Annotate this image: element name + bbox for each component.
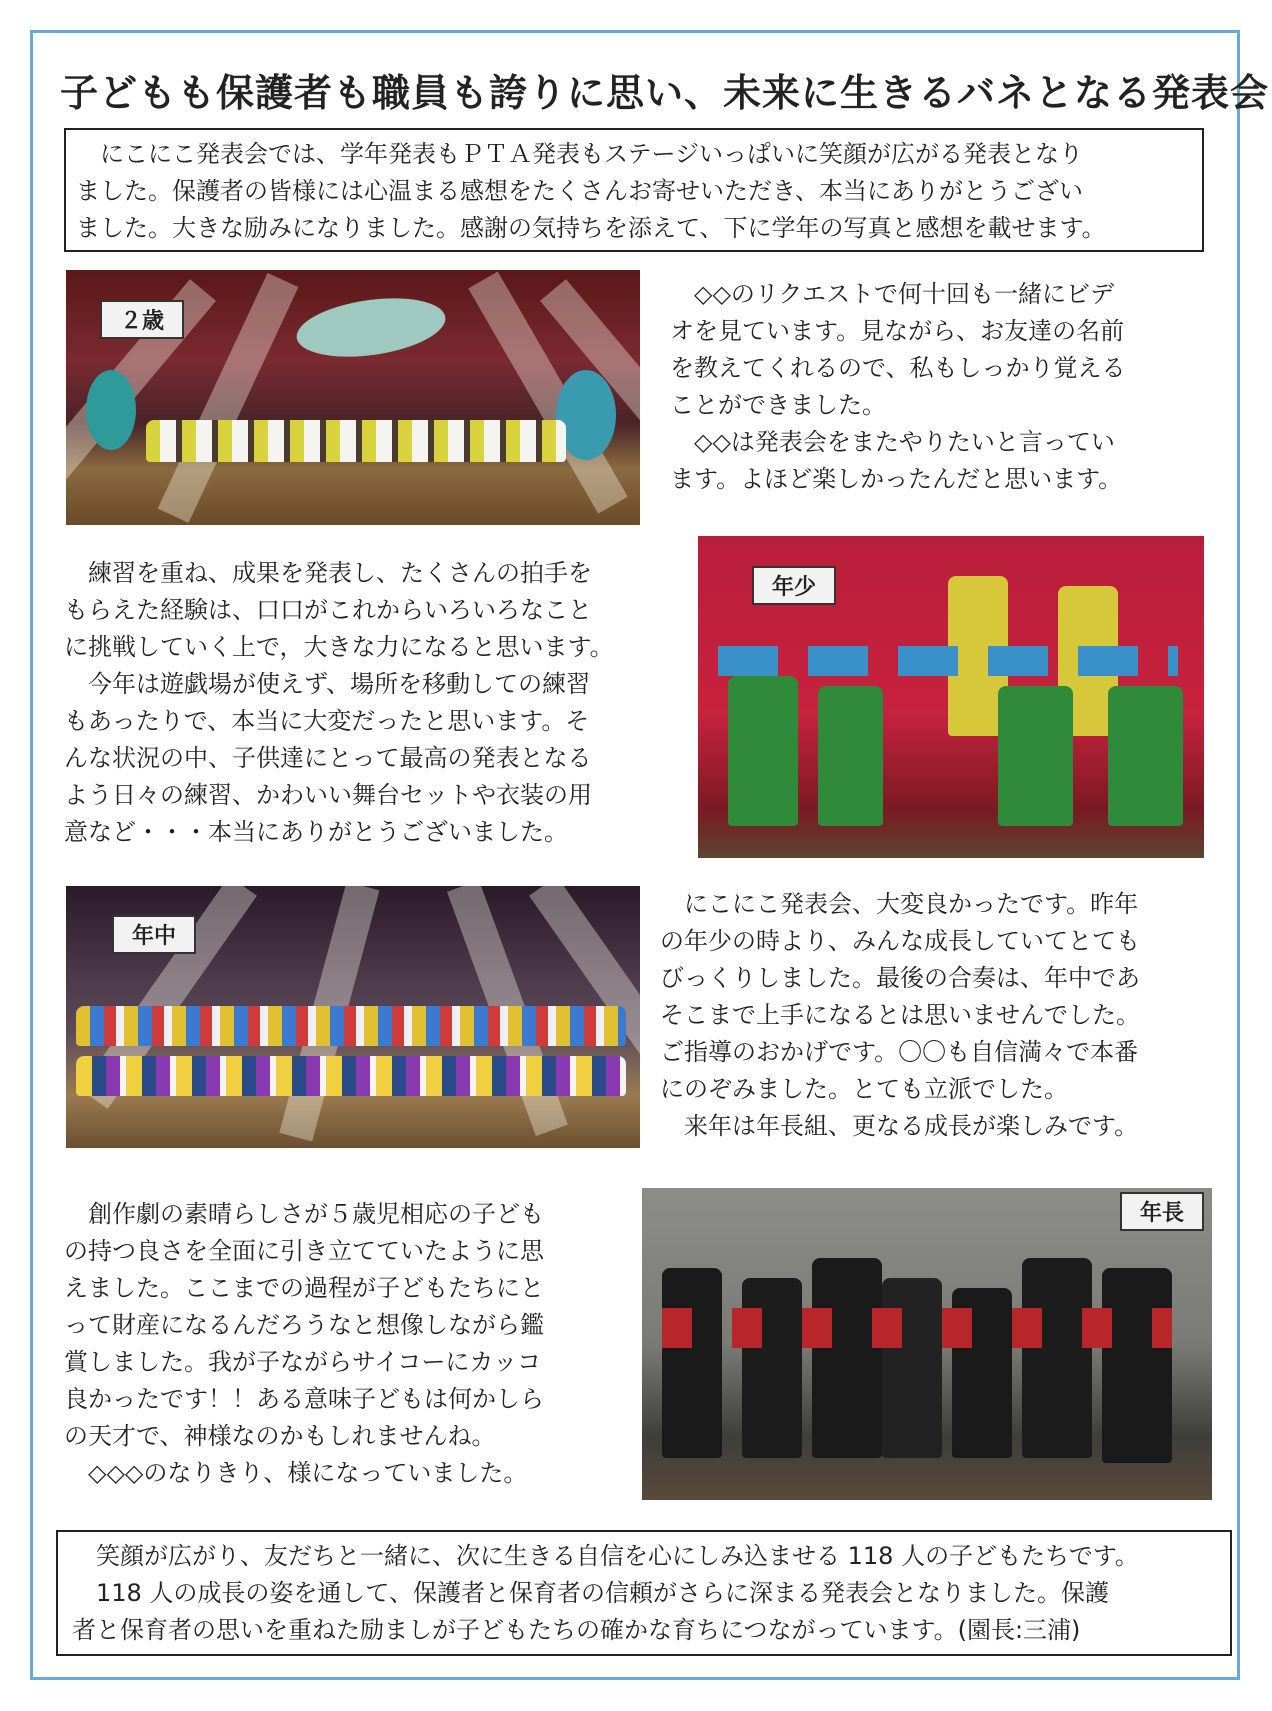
comment-line: 来年は年長組、更なる成長が楽しみです。 [660, 1112, 1139, 1140]
comment-line: にのぞみました。とても立派でした。 [660, 1075, 1068, 1103]
comment-line: って財産になるんだろうなと想像しながら鑑 [64, 1311, 544, 1339]
intro-line: ました。大きな励みになりました。感謝の気持ちを添えて、下に学年の写真と感想を載せます。 [76, 214, 1106, 242]
comment-line: ご指導のおかげです。〇〇も自信満々で本番 [660, 1038, 1139, 1066]
comment-line: えました。ここまでの過程が子どもたちにと [64, 1274, 544, 1302]
comment-line: ◇◇◇のなりきり、様になっていました。 [64, 1459, 528, 1487]
label-nencho: 年長 [1120, 1192, 1204, 1231]
comment-line: ◇◇のリクエストで何十回も一緒にビデ [670, 280, 1114, 308]
comment-line: 賞しました。我が子ながらサイコーにカッコ [64, 1348, 542, 1376]
comment-line: の持つ良さを全面に引き立てていたように思 [64, 1237, 544, 1265]
comment-line: の年少の時より、みんな成長していてとても [660, 927, 1140, 955]
photo-nencho [642, 1188, 1212, 1500]
comment-line: に挑戦していく上で，大きな力になると思います。 [64, 633, 614, 661]
comment-line: 練習を重ね、成果を発表し、たくさんの拍手を [64, 559, 592, 587]
intro-line: ました。保護者の皆様には心温まる感想をたくさんお寄せいただき、本当にありがとうござい [76, 177, 1084, 205]
comment-nensho [64, 555, 684, 851]
label-nensho: 年少 [752, 566, 836, 605]
comment-line: 意など・・・本当にありがとうございました。 [64, 818, 568, 846]
comment-line: を教えてくれるので、私もしっかり覚える [670, 354, 1126, 382]
comment-nencho [64, 1196, 634, 1492]
closing-box [56, 1530, 1232, 1656]
comment-line: ことができました。 [670, 391, 886, 419]
comment-age2 [670, 276, 1210, 498]
comment-line: よう日々の練習、かわいい舞台セットや衣装の用 [64, 781, 592, 809]
comment-line: 創作劇の素晴らしさが５歳児相応の子ども [64, 1200, 544, 1228]
comment-line: ◇◇は発表会をまたやりたいと言ってい [670, 428, 1115, 456]
comment-line: びっくりしました。最後の合奏は、年中であ [660, 964, 1140, 992]
closing-line: 笑顔が広がり、友だちと一緒に、次に生きる自信を心にしみ込ませる 118 人の子どもたちです。 [72, 1542, 1139, 1570]
page-title: 子どもも保護者も職員も誇りに思い、未来に生きるバネとなる発表会 [60, 71, 1270, 115]
comment-line: んな状況の中、子供達にとって最高の発表となる [64, 744, 592, 772]
comment-nenchu [660, 886, 1220, 1145]
comment-line: にこにこ発表会、大変良かったです。昨年 [660, 890, 1139, 918]
comment-line: オを見ています。見ながら、お友達の名前 [670, 317, 1125, 345]
label-nenchu: 年中 [112, 915, 196, 954]
comment-line: そこまで上手になるとは思いませんでした。 [660, 1001, 1140, 1029]
comment-line: 良かったです！！ある意味子どもは何かしら [64, 1385, 544, 1413]
intro-box [64, 128, 1204, 252]
intro-line: にこにこ発表会では、学年発表もＰＴＡ発表もステージいっぱいに笑顔が広がる発表となり [76, 140, 1084, 168]
comment-line: の天才で、神様なのかもしれませんね。 [64, 1422, 496, 1450]
comment-line: もらえた経験は、口口がこれからいろいろなこと [64, 596, 592, 624]
comment-line: ます。よほど楽しかったんだと思います。 [670, 465, 1123, 493]
label-age2: ２歳 [100, 300, 184, 339]
closing-line: 者と保育者の思いを重ねた励ましが子どもたちの確かな育ちにつながっています。(園長:三浦) [72, 1616, 1081, 1644]
comment-line: もあったりで、本当に大変だったと思います。そ [64, 707, 590, 735]
closing-line: 118 人の成長の姿を通して、保護者と保育者の信頼がさらに深まる発表会となりました。保護 [72, 1579, 1109, 1607]
comment-line: 今年は遊戯場が使えず、場所を移動しての練習 [64, 670, 591, 698]
